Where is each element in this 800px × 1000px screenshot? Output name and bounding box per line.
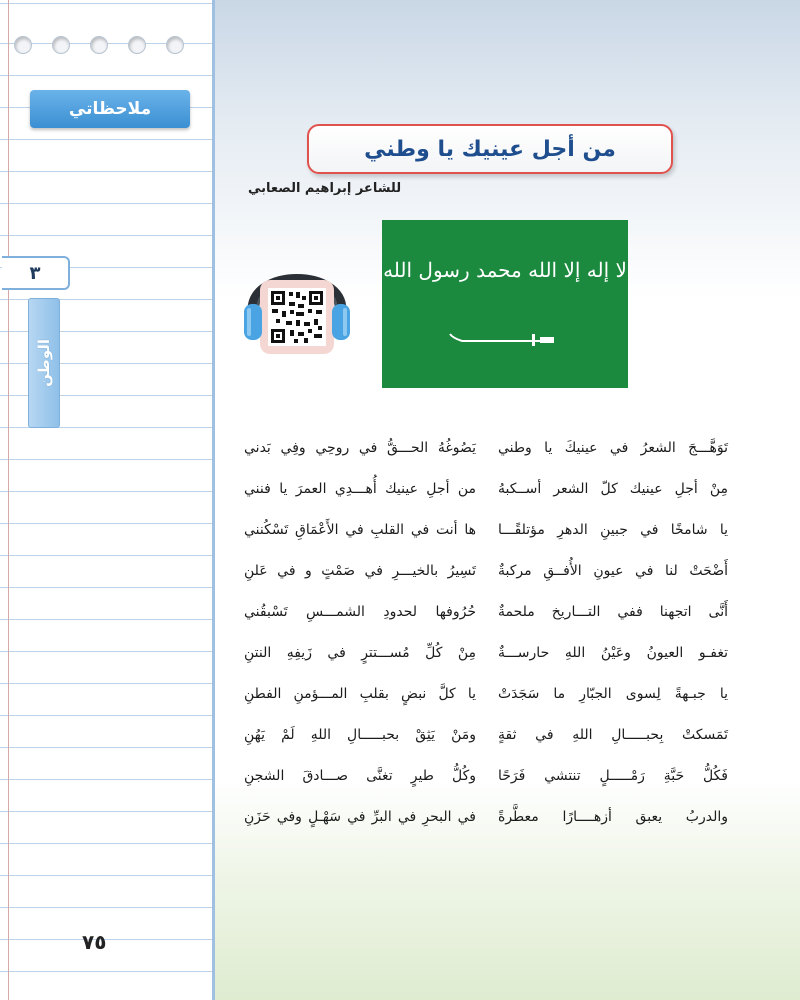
headphones-qr-icon[interactable] [238, 248, 356, 360]
unit-tab [28, 298, 60, 428]
verse-first-hemistich: والدربُ يعبق أزهــــارًا معطَّرةً [498, 809, 728, 825]
flag-shahada: لا إله إلا الله محمد رسول الله [383, 258, 627, 282]
page-title: من أجل عينيك يا وطني [307, 124, 673, 174]
verse-second-hemistich: في البحرِ في البرِّ في سَهْـلٍ وفي حَزَنِ [244, 809, 476, 825]
verse-first-hemistich: يا جبـهةً لِسوى الجبّارِ ما سَجَدَتْ [498, 686, 728, 702]
verse-second-hemistich: ومَنْ يَثِقْ بحبـــــالِ اللهِ لَمْ يَهُنِ [244, 727, 476, 743]
verse-first-hemistich: أَضْحَتْ لنا في عيونِ الأُفــقِ مركبةٌ [498, 563, 728, 579]
verse-first-hemistich: فَكُلُّ حَبَّةِ رَمْـــــلٍ تنتشي فَرَحًا [498, 768, 728, 784]
verse-first-hemistich: تَمَسكتْ بِحبـــــالِ اللهِ في ثقةٍ [498, 727, 728, 743]
verse-second-hemistich: مِنْ كُلِّ مُســـتترٍ في زَيفِهِ النتنِ [244, 645, 476, 661]
flag-sword-icon [382, 220, 628, 388]
binder-hole-icon [14, 36, 32, 54]
verse-second-hemistich: يَصُوغُهُ الحـــقُّ في روحِي وفِي بَدني [244, 440, 476, 456]
verse-first-hemistich: أَنَّى اتجهنا ففي التـــاريخ ملحمةٌ [498, 604, 728, 620]
verse-first-hemistich: تغفـو العيونُ وعَيْنُ اللهِ حارســـةٌ [498, 645, 728, 661]
verse-second-hemistich: وكُلُّ طيرٍ تغنَّى صـــادقَ الشجنِ [244, 768, 476, 784]
verse-second-hemistich: تَسِيرُ بالخيـــرِ في صَمْتٍ و في عَلنِ [244, 563, 476, 579]
verse-first-hemistich: مِنْ أجلِ عينيك كلّ الشعر أســكبهُ [498, 481, 728, 497]
verse-first-hemistich: يا شامخًا في جبينِ الدهرِ مؤتلقًـــا [498, 522, 728, 538]
binder-hole-icon [166, 36, 184, 54]
binder-hole-icon [52, 36, 70, 54]
verse-second-hemistich: من أجلِ عينيك أُهـــدِي العمرَ يا فنني [244, 481, 476, 497]
unit-label: الوطن [35, 339, 53, 387]
verse-second-hemistich: ها أنت في القلبِ في الأَعْمَاقِ تَسْكُنني [244, 522, 476, 538]
poem-author: للشاعر إبراهيم الصعابي [248, 181, 402, 196]
audio-qr-code[interactable] [238, 248, 356, 360]
page-number: ٧٥ [82, 930, 107, 954]
notes-sidebar [0, 0, 215, 1000]
verse-second-hemistich: يا كلَّ نبضٍ بقلبِ المـــؤمنِ الفطنِ [244, 686, 476, 702]
binder-holes [14, 36, 184, 54]
binder-hole-icon [90, 36, 108, 54]
verse-second-hemistich: حُرُوفها لحدودِ الشمـــسِ تَسْبقُني [244, 604, 476, 620]
binder-hole-icon [128, 36, 146, 54]
verse-first-hemistich: تَوَهَّـــجَ الشعرُ في عينيكَ يا وطني [498, 440, 728, 456]
notes-tab: ملاحظاتي [30, 90, 190, 128]
unit-number: ٣ [2, 256, 70, 290]
saudi-flag [382, 220, 628, 388]
